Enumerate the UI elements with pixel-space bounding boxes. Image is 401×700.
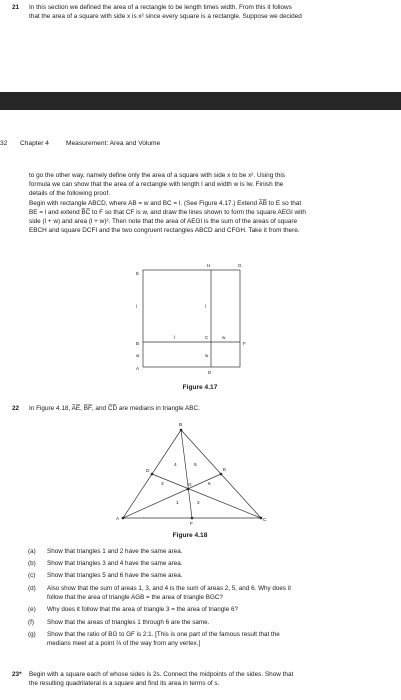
continued-line-7: EBCH and square DCFI and the two congruent rectangles ABCD and CFGH. Take it from there.	[29, 227, 300, 235]
part-b-text: Show that triangles 3 and 4 have the same area.	[47, 560, 183, 567]
chapter-title: Measurement: Area and Volume	[66, 140, 161, 147]
point-B	[180, 429, 183, 432]
problem-21-continuation	[29, 171, 394, 235]
running-header	[0, 140, 401, 150]
region-4: 4	[174, 463, 177, 468]
region-5: 5	[194, 463, 197, 468]
label-l-mid: l	[205, 304, 207, 309]
problem-22-number: 22	[12, 405, 20, 412]
square-aegi	[143, 270, 240, 367]
problem-22-text: In Figure 4.18, A̅E̅, B̅F̅, and C̅D̅ are medians in triangle ABC.	[29, 405, 200, 412]
part-g-text-2: medians meet at a point ⅔ of the way from any vertex.]	[47, 639, 201, 647]
label-l-left: l	[136, 304, 138, 309]
continued-line-3: details of the following proof.	[29, 190, 110, 198]
region-1: 1	[176, 501, 179, 506]
point-F	[191, 517, 194, 520]
label-D: D	[208, 370, 212, 375]
label-G: G	[238, 263, 242, 268]
problem-21-line-2: that the area of a square with side x is x² since every square is a rectangle. Suppose we decided	[29, 13, 302, 20]
label-A: A	[116, 517, 120, 522]
part-f-text: Show that the areas of triangles 1 through 6 are the same.	[47, 619, 210, 626]
page-break-band	[0, 92, 401, 110]
part-b-label: (b)	[28, 560, 36, 567]
label-B: B	[179, 423, 183, 428]
label-w-right: w	[222, 335, 226, 340]
label-A: A	[136, 366, 140, 371]
point-E	[220, 473, 223, 476]
point-D	[151, 473, 154, 476]
label-F: F	[190, 522, 193, 527]
label-F: F	[243, 341, 246, 346]
figure-4-17-caption: Figure 4.17	[182, 384, 218, 391]
continued-line-5: BE = l and extend B̅C̅ to F so that CF is w, and draw the lines shown to form the square AEGI with	[29, 208, 306, 216]
figure-4-17	[0, 258, 401, 376]
chapter-label: Chapter 4	[20, 140, 49, 147]
continued-line-1: to go the other way, namely define only the area of a square with side x to be x². Using this	[29, 172, 286, 179]
part-f-label: (f)	[28, 619, 34, 626]
region-2: 2	[197, 501, 200, 506]
label-E: E	[136, 271, 140, 276]
label-E: E	[223, 468, 227, 473]
problem-21-number: 21	[12, 4, 20, 11]
part-e-text: Why does it follow that the area of triangle 3 = the area of triangle 6?	[47, 606, 238, 613]
problem-23-number: 23*	[12, 671, 22, 678]
continued-line-4: Begin with rectangle ABCD, where AB = w and BC = l. (See Figure 4.17.) Extend A̅B̅ to E so that	[29, 199, 302, 207]
point-C	[260, 517, 263, 520]
part-c-text: Show that triangles 5 and 6 have the same area.	[47, 572, 183, 579]
problem-21-line-1: In this section we defined the area of a rectangle to be length times width. From this it follows	[29, 4, 292, 11]
region-3: 3	[161, 482, 164, 487]
label-C: C	[205, 335, 209, 340]
label-C: C	[263, 518, 267, 523]
problem-23-line-2: the resulting quadrilateral is a square and find its area in terms of s.	[29, 680, 220, 687]
part-d-label: (d)	[28, 585, 36, 592]
point-G	[187, 488, 190, 491]
label-G: G	[188, 483, 192, 488]
median-bf	[181, 430, 192, 518]
triangle-abc	[123, 430, 261, 518]
part-a-text: Show that triangles 1 and 2 have the same area.	[47, 548, 183, 555]
label-B: B	[136, 341, 140, 346]
problem-22-parts	[28, 548, 398, 664]
part-a-label: (a)	[28, 548, 36, 555]
continued-line-2: formula we can show that the area of a rectangle with length l and width w is lw. Finish the	[29, 181, 284, 189]
label-D: D	[146, 469, 150, 474]
figure-4-18-caption: Figure 4.18	[172, 532, 208, 539]
label-H: H	[207, 263, 211, 268]
part-g-text-1: Show that the ratio of BG to GF is 2:1. [This is one part of the famous result that the	[47, 631, 280, 638]
page-number: 32	[0, 140, 8, 147]
label-w-mid: w	[205, 353, 209, 358]
part-d-text-2: follow that the area of triangle AGB = the area of triangle BGC?	[47, 593, 223, 601]
problem-23-line-1: Begin with a square each of whose sides is 2s. Connect the midpoints of the sides. Show that	[29, 671, 294, 678]
part-e-label: (e)	[28, 606, 36, 613]
part-g-label: (g)	[28, 631, 36, 638]
part-d-text-1: Also show that the sum of areas 1, 3, and 4 is the sum of areas 2, 5, and 6. Why does it	[47, 585, 291, 592]
label-l-top: l	[174, 335, 176, 340]
figure-4-18	[0, 420, 401, 530]
continued-line-6: side (l + w) and area (l + w)². Then note that the area of AEGI is the sum of the areas of square	[29, 218, 298, 226]
region-6: 6	[208, 482, 211, 487]
point-A	[122, 517, 125, 520]
part-c-label: (c)	[28, 572, 36, 579]
label-w-left: w	[136, 353, 140, 358]
